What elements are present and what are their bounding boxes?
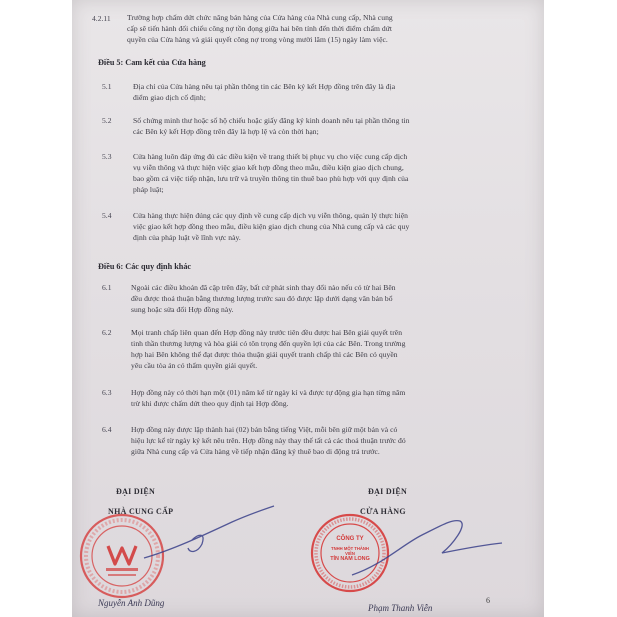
clause-line: Số chứng minh thư hoặc số hộ chiếu hoặc giấy đăng ký kinh doanh nêu tại phần thông tin xyxy=(133,116,410,125)
clause-number: 4.2.11 xyxy=(92,14,111,23)
clause-line: yêu cầu tòa án có thẩm quyền giải quyết. xyxy=(131,361,258,370)
clause-line: Hợp đồng này có thời hạn một (01) năm kể từ ngày kí và được tự động gia hạn từng năm xyxy=(131,388,406,397)
store-signature-icon xyxy=(342,505,512,585)
document-page xyxy=(72,0,544,617)
clause-number: 5.3 xyxy=(102,152,112,161)
clause-number: 6.4 xyxy=(102,425,112,434)
stamp-text-name: TÍN NAM LONG xyxy=(330,556,370,562)
clause-line: Trường hợp chấm dứt chức năng bán hàng của Cửa hàng của Nhà cung cấp, Nhà cung xyxy=(127,13,393,22)
right-signatory-title: ĐẠI DIỆN xyxy=(368,487,408,496)
clause-line: cấp sẽ tiến hành đối chiếu công nợ tồn đọng giữa hai bên tính đến thời điểm chấm dứt xyxy=(127,24,393,33)
clause-line: hiệu lực kể từ ngày ký kết nêu trên. Hợp đồng này thay thế tất cả các thoả thuận trước đó xyxy=(131,436,406,445)
provider-signature-icon xyxy=(132,500,282,570)
clause-line: trừ khi được chấm dứt theo quy định tại Hợp đồng. xyxy=(131,399,289,408)
clause-line: Cửa hàng thực hiện đúng các quy định về cung cấp dịch vụ viễn thông, quản lý thực hiện xyxy=(133,211,408,220)
clause-line: đều được thoả thuận bằng thương lượng trước sau đó được lập dưới dạng văn bản bổ xyxy=(131,294,393,303)
left-signatory-title: ĐẠI DIỆN xyxy=(116,487,156,496)
clause-number: 6.1 xyxy=(102,283,112,292)
left-signatory-party: NHÀ CUNG CẤP xyxy=(108,507,174,516)
clause-line: các Bên ký kết Hợp đồng trên đây là hợp lệ và còn thời hạn; xyxy=(133,127,319,136)
provider-representative-name: Nguyễn Anh Dũng xyxy=(98,598,165,608)
clause-number: 6.3 xyxy=(102,388,112,397)
clause-number: 5.2 xyxy=(102,116,112,125)
clause-line: việc giao kết hợp đồng theo mẫu, điều kiện giao dịch chung của Nhà cung cấp và các quy xyxy=(133,222,410,231)
clause-line: Hợp đồng này được lập thành hai (02) bản bằng tiếng Việt, mỗi bên giữ một bản và có xyxy=(131,425,398,434)
page-number: 6 xyxy=(486,596,490,605)
clause-number: 6.2 xyxy=(102,328,112,337)
clause-line: bao gồm cả việc tiếp nhận, lưu trữ và truyền thông tin thuê bao phù hợp với quy định của xyxy=(133,174,409,183)
clause-line: định của pháp luật về lĩnh vực này. xyxy=(133,233,241,242)
stamp-text-type: TNHH MỘT THÀNH VIÊN xyxy=(331,546,369,556)
clause-number: 5.1 xyxy=(102,82,112,91)
clause-line: Ngoài các điều khoản đã cập trên đây, bất cứ phát sinh thay đổi nào nếu có từ hai Bên xyxy=(131,283,396,292)
clause-line: tinh thần thương lượng và hòa giải có tôn trọng đến quyền lợi của các Bên. Trong trường xyxy=(131,339,406,348)
stamp-text-company: CÔNG TY xyxy=(336,536,364,542)
right-signatory-party: CỬA HÀNG xyxy=(360,507,406,516)
clause-line: giữa Nhà cung cấp và Cửa hàng về tiếp nhận đăng ký thuê bao di động trả trước. xyxy=(131,447,380,456)
clause-line: hợp hai Bên không thể đạt được thỏa thuận giải quyết tranh chấp thì các Bên có quyền xyxy=(131,350,398,359)
clause-line: Cửa hàng luôn đáp ứng đủ các điều kiện về trang thiết bị phục vụ cho việc cung cấp dịch xyxy=(133,152,408,161)
clause-line: quyền của Cửa hàng và giải quyết công nợ trong vòng mười lăm (15) ngày làm việc. xyxy=(127,35,388,44)
article-5-heading: Điều 5: Cam kết của Cửa hàng xyxy=(98,58,206,67)
article-6-heading: Điều 6: Các quy định khác xyxy=(98,262,192,271)
clause-number: 5.4 xyxy=(102,211,112,220)
clause-line: sung hoặc sửa đổi Hợp đồng này. xyxy=(131,305,234,314)
clause-line: điểm giao dịch cố định; xyxy=(133,93,206,102)
clause-line: Mọi tranh chấp liên quan đến Hợp đồng này trước tiên đều được hai Bên giải quyết trên xyxy=(131,328,403,337)
store-representative-name: Phạm Thanh Viễn xyxy=(368,603,433,613)
clause-line: pháp luật; xyxy=(133,185,164,194)
clause-line: vụ viễn thông và thực hiện việc giao kết hợp đồng theo mẫu, điều kiện giao dịch chung, xyxy=(133,163,404,172)
clause-line: Địa chỉ của Cửa hàng nêu tại phần thông tin các Bên ký kết Hợp đồng trên đây là địa xyxy=(133,82,396,91)
